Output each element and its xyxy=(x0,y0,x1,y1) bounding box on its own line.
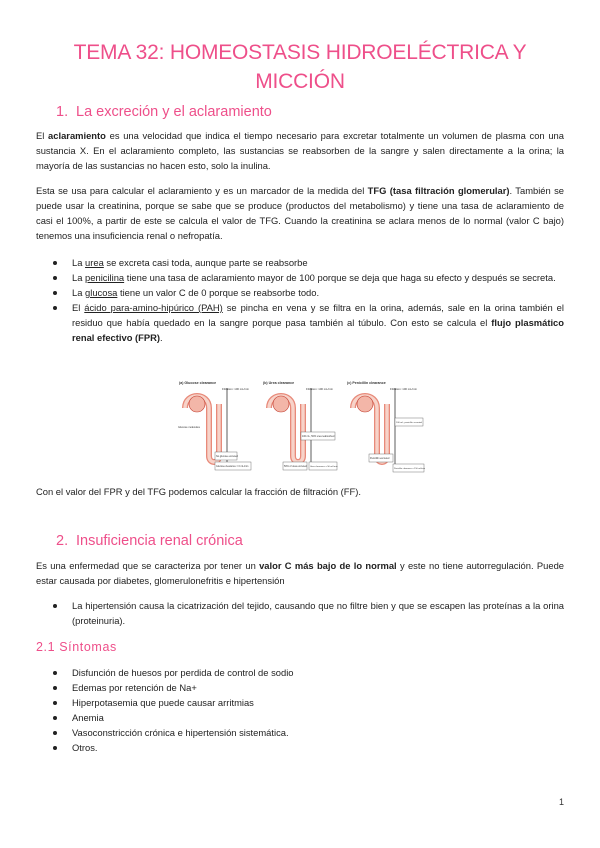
text-run: Vasoconstricción crónica e hipertensión sistemática. xyxy=(72,727,289,738)
list-item xyxy=(36,695,564,710)
bullet-icon xyxy=(53,716,57,720)
clearance-value: Glucose clearance = 0 mL/min xyxy=(216,465,249,468)
text-run: Edemas por retención de Na+ xyxy=(72,682,197,693)
excretion-note: Penicillin excreted xyxy=(370,457,390,460)
excretion-note: No glucose excreted xyxy=(216,455,238,458)
filtration-label: Filtration: 100 mL/min xyxy=(222,387,249,391)
bullet-icon xyxy=(53,746,57,750)
bullet-icon xyxy=(53,671,57,675)
section-2-title: Insuficiencia renal crónica xyxy=(76,533,243,549)
glomerulus-icon xyxy=(357,396,373,412)
list-item xyxy=(36,285,564,300)
bullet-icon xyxy=(53,731,57,735)
glomerulus-icon xyxy=(189,396,205,412)
clearance-panel-urea xyxy=(259,378,339,475)
text-run: . xyxy=(160,332,163,343)
section-2-bullet-list xyxy=(36,598,564,628)
bullet-icon xyxy=(53,261,57,265)
page-number: 1 xyxy=(558,797,564,807)
bullet-icon xyxy=(53,291,57,295)
text-run: se pincha en vena y se filtra en la orina, además, sale en la orina también el residuo que había quedado en la sangre porque pasa también al túbulo. Con esto se calcula el xyxy=(72,302,564,328)
text-run: tiene un valor C de 0 porque se reabsorbe todo. xyxy=(117,287,320,298)
text-run: La xyxy=(72,287,86,298)
subsection-heading: 2.1 Síntomas xyxy=(36,640,117,654)
term-fpr: flujo plasmático renal efectivo (FPR) xyxy=(72,317,564,343)
text-run: Hiperpotasemia que puede causar arritmias xyxy=(72,697,254,708)
text-run: es una velocidad que indica el tiempo necesario para excretar totalmente un volumen de plasma con una sustancia X. En el aclaramiento completo, las sustancias se reabsorben de la sangre y salen directamente a la orina; la mayoría de las sustancias no hacen esto, solo la inulina. xyxy=(36,130,564,171)
section-1-paragraph-2 xyxy=(36,183,564,243)
list-item xyxy=(36,270,564,285)
molecule-label: Glucose molecules xyxy=(178,426,200,429)
text-run: y este no tiene autorregulación. Puede estar causada por diabetes, glomerulonefritis e hipertensión xyxy=(36,560,565,586)
bullet-icon xyxy=(53,686,57,690)
glomerulus-icon xyxy=(273,396,289,412)
section-1-heading xyxy=(56,104,272,120)
list-item xyxy=(36,740,564,755)
symptoms-list xyxy=(36,665,564,755)
clearance-panel-glucose xyxy=(175,378,255,475)
text-run: Disfunción de huesos por perdida de control de sodio xyxy=(72,667,294,678)
panel-label: (b) Urea clearance xyxy=(263,381,295,385)
clearance-value: Penicillin clearance = 150 mL/min xyxy=(394,468,425,470)
text-run: Anemia xyxy=(72,712,104,723)
bullet-icon xyxy=(53,701,57,705)
clearance-figure xyxy=(175,378,425,475)
term-valor-c: valor C más bajo de lo normal xyxy=(259,560,397,571)
text-run: Es una enfermedad que se caracteriza por tener un xyxy=(36,560,260,571)
text-run: El xyxy=(36,130,49,141)
text-run: La xyxy=(72,257,86,268)
page-title: TEMA 32: HOMEOSTASIS HIDROELÉCTRICA Y MICCIÓN xyxy=(73,41,527,93)
text-run: La xyxy=(72,272,86,283)
term-underlined: ácido para-amino-hipúrico (PAH) xyxy=(84,302,223,313)
reabsorption-note: 100 mL, 50% urea reabsorbed xyxy=(302,435,335,438)
list-item xyxy=(36,665,564,680)
list-item xyxy=(36,300,564,345)
bullet-icon xyxy=(53,306,57,310)
section-2-paragraph-1 xyxy=(36,558,564,588)
text-run: El xyxy=(72,302,85,313)
section-2-number: 2. xyxy=(56,533,69,549)
term-tfg: TFG (tasa filtración glomerular) xyxy=(367,185,510,196)
clearance-panel-penicillin xyxy=(343,378,425,475)
text-run: . También se puede usar la creatinina, porque se sabe que se produce (productos del metabolismo) y tiene una tasa de aclaramiento de casi el 100%, a partir de este se calcula el valor de TFG. Cuando la creatinina se aclara menos de lo normal (valor C bajo) tenemos una insuficiencia renal o nefropatía. xyxy=(36,185,564,241)
text-run: Esta se usa para calcular el aclaramiento y es un marcador de la medida del xyxy=(36,185,368,196)
text-run: se excreta casi toda, aunque parte se reabsorbe xyxy=(103,257,308,268)
filtration-label: Filtration: 100 mL/min xyxy=(306,387,333,391)
term-underlined: glucosa xyxy=(85,287,118,298)
list-item xyxy=(36,680,564,695)
bullet-icon xyxy=(53,604,57,608)
excretion-note: 50% of urea excreted xyxy=(284,465,307,468)
secretion-note: 100 mL, penicillin secreted xyxy=(396,422,422,424)
list-item xyxy=(36,725,564,740)
list-item xyxy=(36,710,564,725)
filtration-label: Filtration: 100 mL/min xyxy=(390,387,417,391)
text-run: La hipertensión causa la cicatrización del tejido, causando que no filtre bien y que se escapen las proteínas a la orina (proteinuria). xyxy=(72,600,564,626)
list-item xyxy=(36,255,564,270)
panel-label: (c) Penicillin clearance xyxy=(347,381,386,385)
section-1-title: La excreción y el aclaramiento xyxy=(76,104,272,120)
panel-label: (a) Glucose clearance xyxy=(179,381,217,385)
bullet-icon xyxy=(53,276,57,280)
section-1-bullet-list xyxy=(36,255,564,345)
text-run: tiene una tasa de aclaramiento mayor de 100 porque se deja que haga su efecto y después se secreta. xyxy=(124,272,556,283)
text-run: Otros. xyxy=(72,742,98,753)
section-1-number: 1. xyxy=(56,104,69,120)
section-2-heading xyxy=(56,533,243,549)
term-aclaramiento: aclaramiento xyxy=(48,130,106,141)
figure-followup-paragraph: Con el valor del FPR y del TFG podemos calcular la fracción de filtración (FF). xyxy=(36,486,361,497)
list-item xyxy=(36,598,564,628)
term-underlined: penicilina xyxy=(85,272,125,283)
term-underlined: urea xyxy=(85,257,104,268)
section-1-paragraph-1 xyxy=(36,128,564,173)
clearance-value: Urea clearance = 50 mL/min xyxy=(310,466,338,468)
